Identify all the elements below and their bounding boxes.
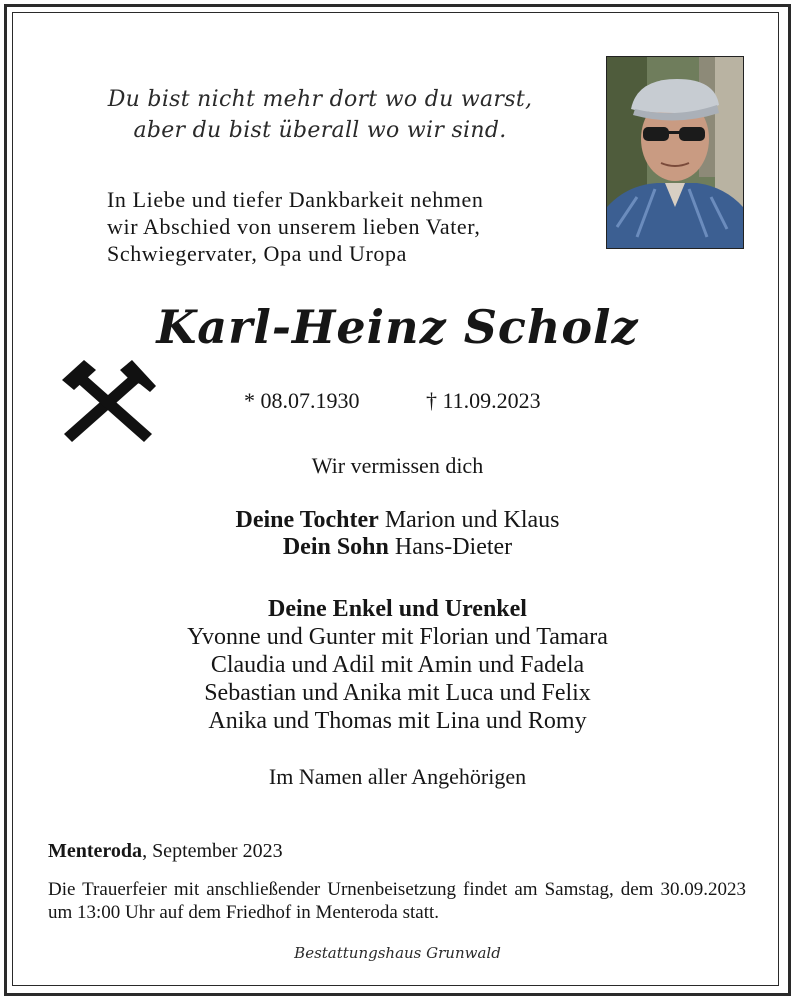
grandchildren-line-3: Sebastian und Anika mit Luca und Felix [204, 680, 591, 706]
son-line [0, 534, 795, 561]
memorial-quote [90, 84, 550, 146]
grandchildren-line-4: Anika und Thomas mit Lina und Romy [208, 708, 587, 734]
quote-line-2: aber du bist überall wo wir sind. [133, 118, 507, 143]
daughter-names: Marion und Klaus [384, 507, 560, 533]
daughter-label: Deine Tochter [235, 507, 379, 533]
birth-date: * 08.07.1930 [244, 388, 360, 413]
son-names: Hans-Dieter [394, 534, 513, 560]
place-month: , September 2023 [142, 840, 283, 862]
miss-you-text: Wir vermissen dich [311, 453, 484, 478]
intro-text [107, 186, 577, 267]
funeral-notice: Die Trauerfeier mit anschließender Urnenbeisetzung findet am Samstag, dem 30.09.2023 um 13:00 Uhr auf dem Friedhof in Menteroda statt. [48, 879, 746, 923]
children-section [0, 507, 795, 561]
hammer-and-pick-icon [58, 358, 158, 448]
daughter-line [0, 507, 795, 534]
signoff-text: Im Namen aller Angehörigen [268, 764, 527, 789]
intro-line-1: In Liebe und tiefer Dankbarkeit nehmen [107, 187, 484, 212]
grandchildren-line-1: Yvonne und Gunter mit Florian und Tamara [187, 624, 608, 650]
son-label: Dein Sohn [282, 534, 389, 560]
grandchildren-line-2: Claudia und Adil mit Amin und Fadela [210, 652, 585, 678]
grandchildren-heading: Deine Enkel und Urenkel [268, 596, 527, 622]
place-date [48, 840, 283, 863]
funeral-home: Bestattungshaus Grunwald [294, 944, 501, 962]
intro-line-2: wir Abschied von unserem lieben Vater, [107, 214, 481, 239]
intro-line-3: Schwiegervater, Opa und Uropa [107, 241, 407, 266]
grandchildren-section [0, 595, 795, 735]
portrait-photo [606, 56, 744, 249]
death-date: † 11.09.2023 [426, 388, 541, 413]
portrait-image [607, 57, 743, 248]
place-town: Menteroda [48, 840, 143, 862]
deceased-name: Karl-Heinz Scholz [156, 300, 639, 354]
quote-line-1: Du bist nicht mehr dort wo du warst, [107, 87, 533, 112]
